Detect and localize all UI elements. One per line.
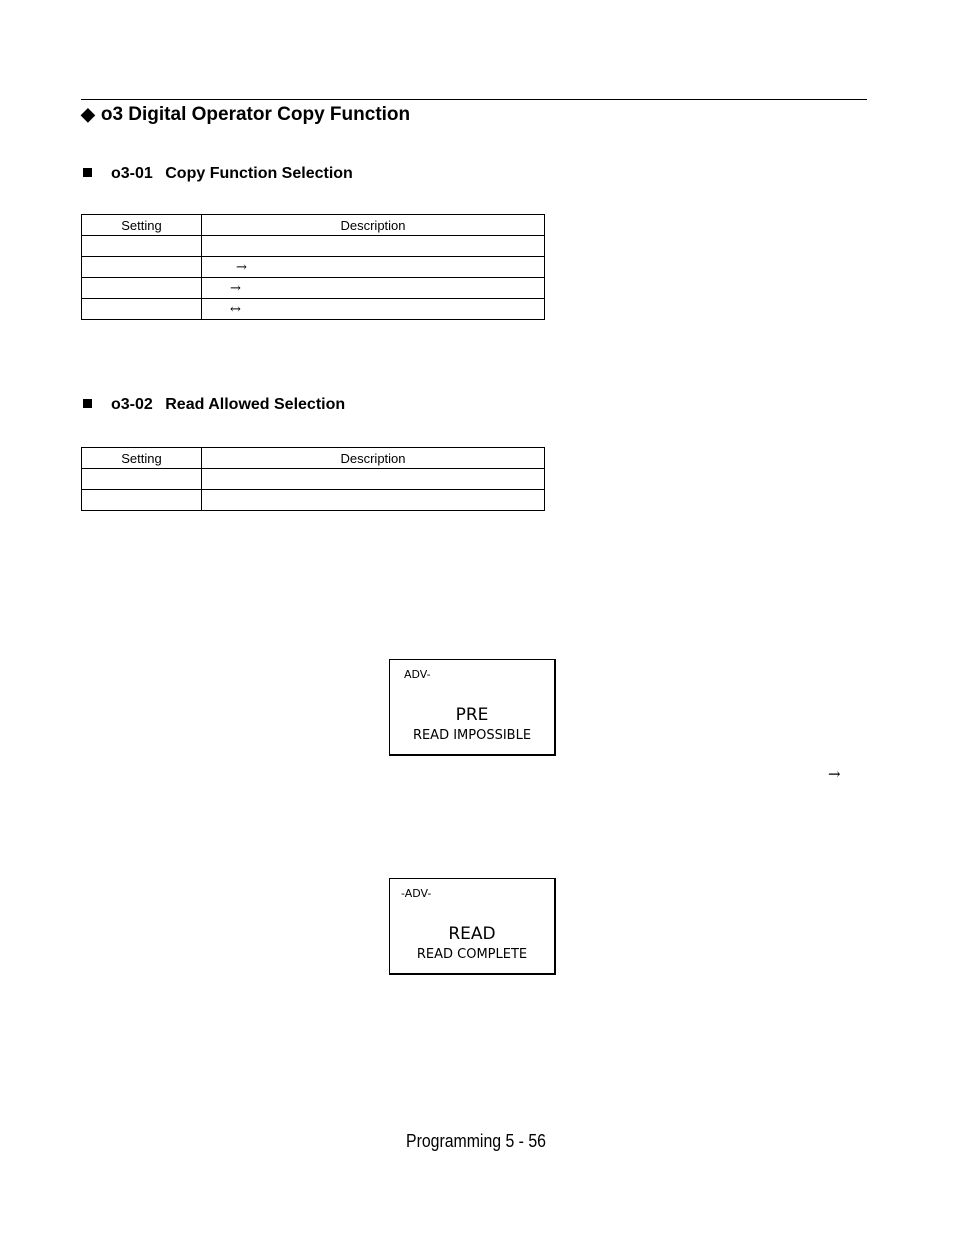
description-cell: → xyxy=(202,278,545,299)
operator-display-read-complete xyxy=(389,878,556,975)
settings-table-o3-01 xyxy=(81,214,545,320)
table-row xyxy=(82,299,545,320)
description-cell xyxy=(202,469,545,490)
right-arrow-icon: → xyxy=(828,765,841,783)
table-row xyxy=(82,236,545,257)
param-title: Copy Function Selection xyxy=(165,165,353,182)
settings-table-o3-02 xyxy=(81,447,545,511)
table-row xyxy=(82,278,545,299)
display-mode-label: ADV- xyxy=(404,668,431,681)
column-header-setting: Setting xyxy=(82,448,202,469)
operator-display-read-impossible xyxy=(389,659,556,756)
header-rule xyxy=(81,99,867,100)
page-footer: Programming 5 - 56 xyxy=(406,1131,546,1151)
diamond-icon: ◆ xyxy=(81,104,95,124)
table-row xyxy=(82,469,545,490)
setting-cell xyxy=(82,236,202,257)
table-row xyxy=(82,490,545,511)
table-header-row xyxy=(82,215,545,236)
param-heading-o3-01 xyxy=(83,165,353,183)
display-message: READ IMPOSSIBLE xyxy=(412,728,532,743)
section-title xyxy=(81,104,410,126)
setting-cell xyxy=(82,299,202,320)
column-header-description: Description xyxy=(202,448,545,469)
param-code: o3-01 xyxy=(111,165,153,182)
description-cell xyxy=(202,490,545,511)
description-cell xyxy=(202,236,545,257)
section-title-text: o3 Digital Operator Copy Function xyxy=(100,104,411,125)
square-bullet-icon xyxy=(83,168,92,177)
param-heading-o3-02 xyxy=(83,396,345,414)
setting-cell xyxy=(82,490,202,511)
display-message: READ COMPLETE xyxy=(416,947,528,962)
param-code: o3-02 xyxy=(111,396,153,413)
display-mode-label: -ADV- xyxy=(401,887,432,900)
setting-cell xyxy=(82,469,202,490)
setting-cell xyxy=(82,257,202,278)
display-code: PRE xyxy=(455,705,489,725)
description-cell: → xyxy=(202,257,545,278)
setting-cell xyxy=(82,278,202,299)
table-row xyxy=(82,257,545,278)
param-title: Read Allowed Selection xyxy=(165,396,346,413)
display-code: READ xyxy=(448,924,496,944)
column-header-description: Description xyxy=(202,215,545,236)
column-header-setting: Setting xyxy=(82,215,202,236)
table-header-row xyxy=(82,448,545,469)
description-cell: ↔ xyxy=(202,299,545,320)
square-bullet-icon xyxy=(83,399,92,408)
